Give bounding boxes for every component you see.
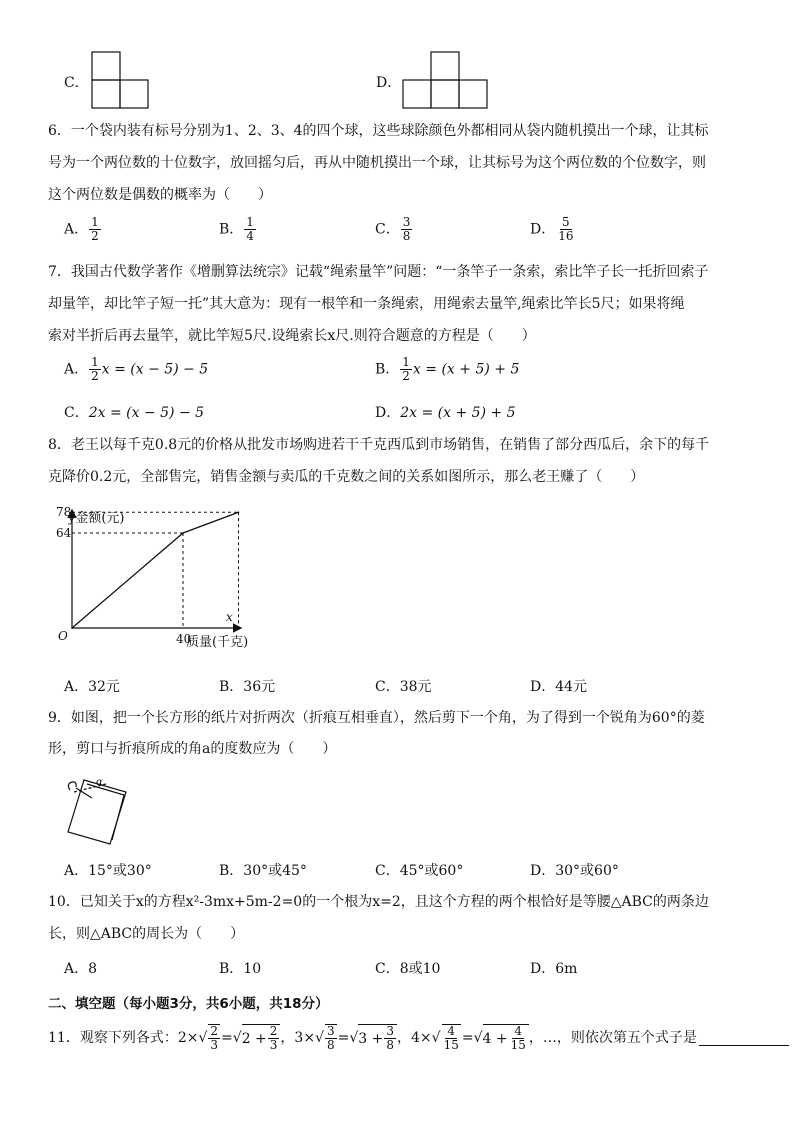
q8-line1: 8．老王以每千克0.8元的价格从批发市场购进若干千克西瓜到市场销售，在销售了部分西瓜后，余下的每千 xyxy=(48,437,710,453)
section-title-fill-in: 二、填空题（每小题3分，共6小题，共18分） xyxy=(48,996,329,1012)
x-tick-40: 40 xyxy=(176,632,192,646)
q7-option-a: A． $\frac{1}{2}$ x = (x − 5) − 5 xyxy=(64,355,209,383)
q7-line1: 7．我国古代数学著作《增删算法统宗》记载“绳索量竿”问题：“一条竿子一条索，索比竿子长一托折回索子 xyxy=(48,264,709,280)
q6-line1: 6．一个袋内装有标号分别为1、2、3、4的四个球，这些球除颜色外都相同从袋内随机摸出一个球，让其标 xyxy=(48,123,709,139)
q6-option-d: D． $\frac{5}{16}$ xyxy=(530,215,574,243)
series-point-0 xyxy=(71,627,73,629)
q9-option-a: A．15°或30° xyxy=(64,863,152,879)
q9-angle-label: α xyxy=(96,777,103,788)
q5-option-c-label: C． xyxy=(64,75,89,91)
q6-line3: 这个两位数是偶数的概率为（ ） xyxy=(48,187,272,203)
q8-option-b: B．36元 xyxy=(219,679,276,695)
q6-line2: 号为一个两位数的十位数字，放回摇匀后，再从中随机摸出一个球，让其标号为这个两位数的个位数字，则 xyxy=(48,155,706,171)
q9-figure-folded-paper xyxy=(62,770,142,850)
q5-option-d-figure xyxy=(401,50,491,110)
q9-option-c: C．45°或60° xyxy=(375,863,464,879)
q11: 11．观察下列各式： 2× √ $\frac{2}{3}$ = √ 2 + $\frac{2}{3}$ ， 3× √ $\frac{3}{8}$ = √ 3 + $\frac{3}{8}$ ， 4× √ $\frac{4}{15}$ = √ 4 + $\frac{4}{15}$ ，…，则依次第五个式子是 xyxy=(48,1018,789,1058)
q9-line2: 形，剪口与折痕所成的角a的度数应为（ ） xyxy=(48,741,337,757)
q11-term1: 2× √ $\frac{2}{3}$ = √ 2 + $\frac{2}{3}$ xyxy=(178,1024,281,1052)
q10-option-a: A．8 xyxy=(64,961,98,977)
q9-option-d: D．30°或60° xyxy=(530,863,619,879)
q7-option-d: D．2x = (x + 5) + 5 xyxy=(375,405,516,421)
q11-term2: 3× √ $\frac{3}{8}$ = √ 3 + $\frac{3}{8}$ xyxy=(294,1024,397,1052)
q8-option-a: A．32元 xyxy=(64,679,120,695)
q11-suffix: ，…，则依次第五个式子是 xyxy=(528,1030,697,1046)
x-axis-symbol: x xyxy=(226,610,233,624)
q5-option-c-figure xyxy=(90,50,152,110)
q7-line3: 索对半折后再去量竿，就比竿短5尺.设绳索长x尺.则符合题意的方程是（ ） xyxy=(48,328,536,344)
q8-chart xyxy=(40,505,270,655)
series-line xyxy=(72,512,239,628)
q7-option-c: C．2x = (x − 5) − 5 xyxy=(64,405,205,421)
origin-label: O xyxy=(58,629,68,643)
q7-line2: 却量竿，却比竿子短一托”其大意为：现有一根竿和一条绳索，用绳索去量竿,绳索比竿长5尺；如果将绳 xyxy=(48,296,685,312)
q10-option-d: D．6m xyxy=(530,961,578,977)
x-axis-label: 质量(千克) xyxy=(186,635,249,650)
q10-line1: 10．已知关于x的方程x²-3mx+5m-2=0的一个根为x=2，且这个方程的两个根恰好是等腰△ABC的两条边 xyxy=(48,894,709,910)
q8-option-c: C．38元 xyxy=(375,679,432,695)
q8-option-d: D．44元 xyxy=(530,679,588,695)
q6-option-b: B． $\frac{1}{4}$ xyxy=(219,215,254,243)
q9-line1: 9．如图，把一个长方形的纸片对折两次（折痕互相垂直），然后剪下一个角，为了得到一个锐角为60°的菱 xyxy=(48,710,705,726)
q10-option-c: C．8或10 xyxy=(375,961,441,977)
q6-option-c: C． $\frac{3}{8}$ xyxy=(375,215,411,243)
y-tick-64: 64 xyxy=(56,526,72,540)
q10-option-b: B．10 xyxy=(219,961,262,977)
q6-option-a: A． $\frac{1}{2}$ xyxy=(64,215,99,243)
y-axis-label: y金额(元) xyxy=(68,511,125,526)
q7-option-b: B． $\frac{1}{2}$ x = (x + 5) + 5 xyxy=(375,355,520,383)
series-point-1 xyxy=(182,532,184,534)
q11-prefix: 11．观察下列各式： xyxy=(48,1030,178,1046)
y-tick-78: 78 xyxy=(56,505,72,520)
q11-answer-blank[interactable] xyxy=(699,1031,789,1046)
q10-line2: 长，则△ABC的周长为（ ） xyxy=(48,926,245,942)
q8-line2: 克降价0.2元，全部售完，销售金额与卖瓜的千克数之间的关系如图所示，那么老王赚了（ ） xyxy=(48,469,645,485)
q11-term3: 4× √ $\frac{4}{15}$ = √ 4 + $\frac{4}{15}$ xyxy=(411,1024,529,1052)
series-point-2 xyxy=(238,511,240,513)
q9-option-b: B．30°或45° xyxy=(219,863,307,879)
q5-option-d-label: D． xyxy=(376,75,402,91)
